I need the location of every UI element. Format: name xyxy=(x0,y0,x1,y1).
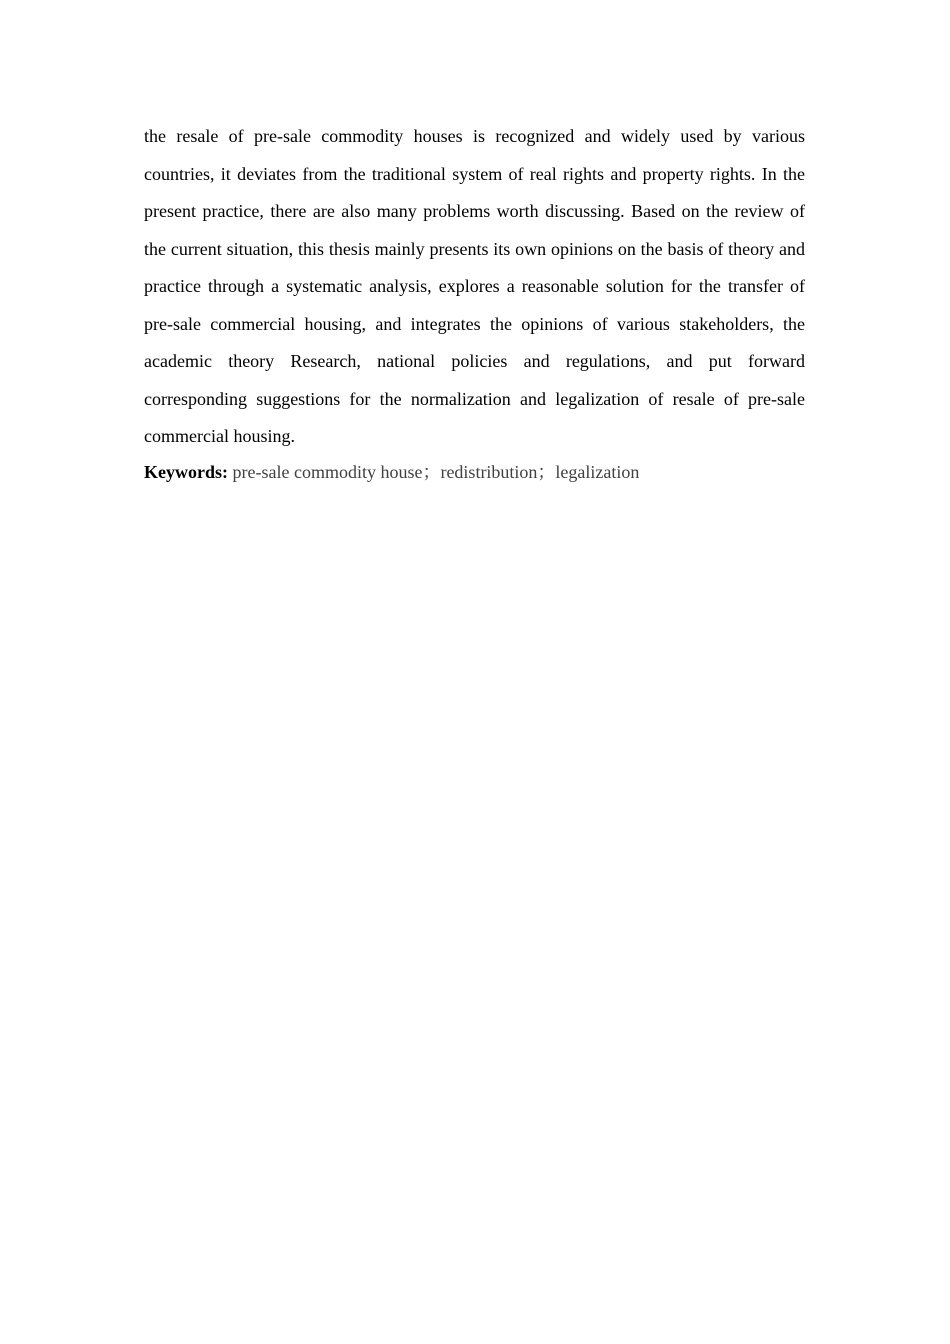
abstract-section xyxy=(144,118,805,488)
keywords-label: Keywords: xyxy=(144,461,228,482)
abstract-body-paragraph: the resale of pre-sale commodity houses is recognized and widely used by various countries, it deviates from the traditional system of real rights and property rights. In the present practice, there are also many problems worth discussing. Based on the review of the current situation, this thesis mainly presents its own opinions on the basis of theory and practice through a systematic analysis, explores a reasonable solution for the transfer of pre-sale commercial housing, and integrates the opinions of various stakeholders, the academic theory Research, national policies and regulations, and put forward corresponding suggestions for the normalization and legalization of resale of pre-sale commercial housing. xyxy=(144,126,805,446)
keywords-line xyxy=(144,456,805,488)
keywords-list: pre-sale commodity house；redistribution；legalization xyxy=(232,461,640,482)
